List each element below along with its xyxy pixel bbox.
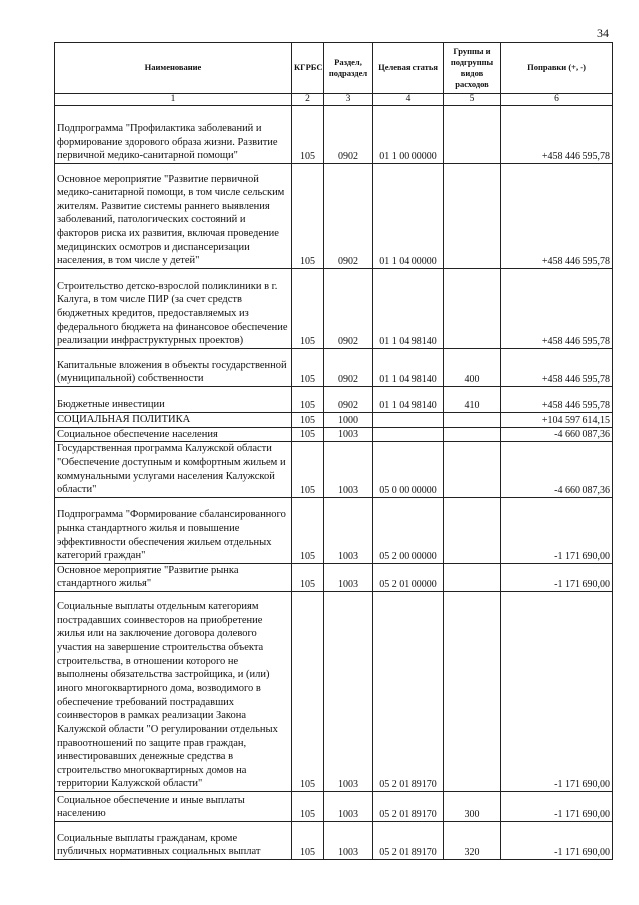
row-name: Строительство детско-взрослой поликлиники в г. Калуга, в том числе ПИР (за счет средств бюджетных кредитов, предоставляемых из федерального бюджета на финансовое обеспечение реализации инфраструктурных проектов) [55,269,292,349]
row-vid [444,427,501,442]
row-celevaya: 05 2 01 00000 [373,563,444,591]
row-amount: +458 446 595,78 [501,269,613,349]
row-name: Подпрограмма "Формирование сбалансированного рынка стандартного жилья и повышение эффективности обеспечения жильем отдельных категорий граждан" [55,497,292,563]
row-kgrbs: 105 [292,497,324,563]
row-razdel: 1003 [324,497,373,563]
row-name: Социальное обеспечение и иные выплаты населению [55,792,292,822]
row-amount: -4 660 087,36 [501,427,613,442]
row-vid [444,106,501,164]
table-row [55,563,613,591]
row-vid [444,497,501,563]
row-kgrbs: 105 [292,106,324,164]
row-amount: +458 446 595,78 [501,387,613,413]
column-number: 5 [444,94,501,106]
table-row [55,413,613,428]
row-name: Социальные выплаты гражданам, кроме публичных нормативных социальных выплат [55,822,292,860]
table-row [55,497,613,563]
row-amount: +458 446 595,78 [501,106,613,164]
table-row [55,592,613,792]
row-name: Социальные выплаты отдельным категориям пострадавших соинвесторов на приобретение жилья или на заключение договора долевого участия на завершение строительства объекта строительства, в отношении которого не выполнены обязательства застройщика, и (или) иного многоквартирного дома, возводимого в обеспечение требований пострадавших соинвесторов в рамках реализации Закона Калужской области "О регулировании отдельных правоотношений по защите прав граждан, инвестировавших денежные средства в строительство многоквартирных домов на территории Калужской области" [55,592,292,792]
row-amount: -1 171 690,00 [501,792,613,822]
row-razdel: 1003 [324,822,373,860]
row-kgrbs: 105 [292,387,324,413]
row-celevaya: 01 1 00 00000 [373,106,444,164]
row-razdel: 0902 [324,164,373,269]
row-vid [444,592,501,792]
row-razdel: 1003 [324,427,373,442]
row-name: Основное мероприятие "Развитие первичной медико-санитарной помощи, в том числе сельским жителям. Развитие системы раннего выявления заболеваний, патологических состояний и факторов риска их развития, включая проведение медицинских осмотров и диспансеризации населения, в том числе у детей" [55,164,292,269]
row-vid [444,269,501,349]
row-celevaya: 01 1 04 00000 [373,164,444,269]
row-amount: -1 171 690,00 [501,563,613,591]
header-name: Наименование [55,43,292,94]
row-vid: 320 [444,822,501,860]
row-celevaya: 05 2 01 89170 [373,592,444,792]
row-razdel: 1003 [324,563,373,591]
budget-table [54,42,613,860]
row-name: Государственная программа Калужской области "Обеспечение доступным и комфортным жильем и коммунальными услугами населения Калужской области" [55,442,292,498]
row-kgrbs: 105 [292,592,324,792]
table-row [55,106,613,164]
header-amount: Поправки (+, -) [501,43,613,94]
row-celevaya: 05 0 00 00000 [373,442,444,498]
table-row [55,164,613,269]
column-number: 4 [373,94,444,106]
row-razdel: 1003 [324,442,373,498]
row-kgrbs: 105 [292,413,324,428]
row-razdel: 1003 [324,592,373,792]
row-name: Бюджетные инвестиции [55,387,292,413]
row-amount: -1 171 690,00 [501,497,613,563]
row-kgrbs: 105 [292,269,324,349]
header-vid: Группы и подгруппы видов расходов [444,43,501,94]
row-vid [444,563,501,591]
row-celevaya [373,413,444,428]
row-kgrbs: 105 [292,822,324,860]
row-razdel: 1003 [324,792,373,822]
row-razdel: 0902 [324,349,373,387]
row-amount: -1 171 690,00 [501,592,613,792]
row-kgrbs: 105 [292,164,324,269]
row-celevaya [373,427,444,442]
table-row [55,442,613,498]
row-celevaya: 05 2 01 89170 [373,792,444,822]
row-kgrbs: 105 [292,792,324,822]
row-kgrbs: 105 [292,563,324,591]
table-row [55,349,613,387]
row-kgrbs: 105 [292,442,324,498]
row-celevaya: 05 2 00 00000 [373,497,444,563]
table-row [55,792,613,822]
row-amount: +458 446 595,78 [501,164,613,269]
row-amount: -4 660 087,36 [501,442,613,498]
row-vid [444,413,501,428]
table-row [55,822,613,860]
row-celevaya: 01 1 04 98140 [373,349,444,387]
row-razdel: 0902 [324,269,373,349]
row-razdel: 0902 [324,387,373,413]
row-amount: +104 597 614,15 [501,413,613,428]
column-number: 6 [501,94,613,106]
row-name: Социальное обеспечение населения [55,427,292,442]
header-celevaya: Целевая статья [373,43,444,94]
row-kgrbs: 105 [292,349,324,387]
row-celevaya: 01 1 04 98140 [373,269,444,349]
header-row [55,43,613,94]
page-number: 34 [597,26,609,40]
row-razdel: 0902 [324,106,373,164]
row-vid [444,442,501,498]
column-number: 1 [55,94,292,106]
row-vid: 410 [444,387,501,413]
row-name: Подпрограмма "Профилактика заболеваний и формирование здорового образа жизни. Развитие первичной медико-санитарной помощи" [55,106,292,164]
row-vid: 300 [444,792,501,822]
row-name: Капитальные вложения в объекты государственной (муниципальной) собственности [55,349,292,387]
column-number-row [55,94,613,106]
row-amount: -1 171 690,00 [501,822,613,860]
row-razdel: 1000 [324,413,373,428]
row-amount: +458 446 595,78 [501,349,613,387]
row-name: СОЦИАЛЬНАЯ ПОЛИТИКА [55,413,292,428]
row-celevaya: 01 1 04 98140 [373,387,444,413]
header-razdel: Раздел, подраздел [324,43,373,94]
row-vid: 400 [444,349,501,387]
table-row [55,269,613,349]
table-row [55,387,613,413]
column-number: 3 [324,94,373,106]
header-kgrbs: КГРБС [292,43,324,94]
row-celevaya: 05 2 01 89170 [373,822,444,860]
row-kgrbs: 105 [292,427,324,442]
row-name: Основное мероприятие "Развитие рынка стандартного жилья" [55,563,292,591]
column-number: 2 [292,94,324,106]
table-row [55,427,613,442]
row-vid [444,164,501,269]
